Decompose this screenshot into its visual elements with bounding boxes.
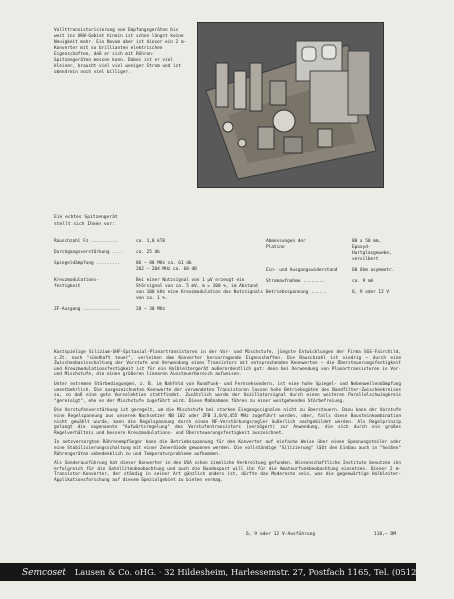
spec-value: 60 Ohm asymmetr. xyxy=(352,268,395,273)
paragraph: Unter extremen Störbedingungen, z. B. im Nahfeld von Rundfunk- und Fernsehsendern, ist eine hohe Spiegel- und Nebenwellendämpfung unentbehrlich. Die ausgezeichneten Kennwerte der verwendeten Transistoren lassen hohe Betriebsgüten des Bandfilter-Zwischenkreises zu, so daß eine gute Vorselektion stattfindet. Zusätzlich wurde der Oszillatorsignal durch einen weiteren Parallelschwingkreis "gereinigt", ehe es der Mischstufe zugeführt wird. Diese Maßnahmen führen zu einer weitgehenden Störbefreiung. xyxy=(54,381,401,404)
spec-label: ZF-Ausgang .............. xyxy=(54,307,121,312)
spec-row xyxy=(54,261,264,273)
spec-label: Betriebsspannung ...... xyxy=(266,290,327,295)
lead-line: Ein echtes Spitzengerät stellt sich Ihnen vor: xyxy=(54,215,118,227)
spec-row xyxy=(266,279,400,285)
spec-value: 6, 9 oder 12 V xyxy=(352,290,390,295)
company-address: Lausen & Co. oHG. · 32 Hildesheim, Harlessemstr. 27, Postfach 1165, Tel. (05121) 62322 xyxy=(74,567,454,577)
spec-label: Ein- und Ausgangswiderstand xyxy=(266,268,338,273)
specs-left xyxy=(54,239,264,318)
spec-row xyxy=(54,307,264,313)
price-value: 118,— DM xyxy=(373,532,396,537)
spec-row xyxy=(266,239,400,263)
spec-label: Kreuzmodulations- festigkeit xyxy=(54,278,99,289)
spec-label: Stromaufnahme ........ xyxy=(266,279,325,284)
spec-label: Durchgangsverstärkung .... xyxy=(54,250,123,255)
spec-row xyxy=(266,268,400,274)
spec-value: ca. 1,8 kT0 xyxy=(136,239,166,244)
spec-row xyxy=(266,290,400,296)
spec-row xyxy=(54,278,264,302)
spec-value: ca. 9 mA xyxy=(352,279,374,284)
spec-label: Rauschzahl Fz .......... xyxy=(54,239,118,244)
spec-row xyxy=(54,250,264,256)
spec-value: 86 – 88 MHz ca. 61 db 202 – 204 MHz ca. 68 dB xyxy=(136,261,197,272)
intro-text: Vollttransistorisierung von Empfangsgeräten bis weit ins UKW-Gebiet hinein ist schon längst keine Neuigkeit mehr. Ein Novum aber ist dieser ein 2 m-Konverter mit so brillianten elektrischen Eigenschaften, daß er sich mit Röhren-Spitzengeräten messen kann. Dabei ist er viel kleiner, braucht viel viel weniger Strom und ist obendrein noch viel billiger. xyxy=(54,28,187,75)
circuit-board-image xyxy=(198,23,383,187)
price-line xyxy=(246,532,396,537)
spec-label: Abmessungen der Platine xyxy=(266,239,306,250)
brand-logo: Semcoset xyxy=(22,568,67,578)
spec-value: 28 – 30 MHz xyxy=(136,307,166,312)
spec-label: Spiegeldämpfung ......... xyxy=(54,261,121,266)
paragraph: Die Vorstufenverstärkung ist geregelt, um die Mischstufe bei starken Eingangssignalen nicht zu übersteuern. Dazu kann der Vorstufe eine Regelspannung aus unserem Nachsetzer NB 102 oder ZFB 3,0/0,455 MHz zugeführt werden, oder, falls diese Bausteinkombination nicht gewählt wurde, kann die Regelspannung durch einen NF-Verstärkungsregler äußerlich nachgebildet werden. Als Regelprinzip gelangt die sogenannte "Aufwärtsregelung" des Vorstufentransistors (verzögert) zur Anwendung, die sich durch ein großes Regelverhältnis und bessere Kreuzmodulations- und Übersteuerungsfestigkeit auszeichnet. xyxy=(54,408,401,436)
paragraph: In netzversorgten Röhrenempfänger kann die Betriebsspannung für den Konverter auf einfache Weise über einen Spannungsteiler oder eine Stabilisierungsschaltung mit einer Zenerdiode gewonnen werden. Die vollständige "Silizierung" läßt den Einbau auch in "heißen" Röhrengeräten unbedenklich zu und Temperaturprobleme aufkommen. xyxy=(54,440,401,457)
paragraph: Als Sonderausführung hat dieser Konverter in den USA schon ziemliche Verbreitung gefunden. Wissenschaftliche Institute benutzen ihn erfolgreich für die Satellitenbeobachtung und auch die Bundespost will ihn für die Amateurfunkbeobachtung einsetzen. Dieser 2 m-Transistor-Konverter, der ständig in seiner Art gänzlich anders ist, dürfte das Modernste sein, was die gegenwärtige Halbleiter-Applikationsforschung auf diesem Spezialgebiet zu bieten vermag. xyxy=(54,461,401,483)
paragraph: Kostspielige Silizium-UHF-Epitaxial-Planartransistoren in der Vor- und Mischstufe, jüngste Entwicklungen der Firma SGS-Fairchild, z.Zt. noch "sündhaft teuer", verleihen dem Konverter hervorragende Eigenschaften. Die Rauschzahl ist niedrig – durch eine Zwischenbasisschaltung der Vorstufe und Verwendung eines Transistors mit entsprechenden Kennwerten – die Übersteuerungsfestigkeit und Kreuzmodulationsfestigkeit ist für ein Halbleitergerät außerordentlich gut: denn bei Verwendung von Planartransistoren in Vor- und Mischstufe, die einen größeren linearen Aussteuerbereich aufweisen. xyxy=(54,350,401,378)
spec-value: ca. 25 db xyxy=(136,250,160,255)
spec-value: Bei einer Nutzsignal von 1 µV erzeugt ein Störsignal von ca. 5 mV, m = 100 %, im Abstand von 100 kHz eine Kreuzmodulation des Nutzsignals von ca. 1 %. xyxy=(136,278,263,301)
spec-value: 80 x 50 mm, Epoxyd-Hartglasgewebe, versilbert xyxy=(352,239,392,262)
lead-heading xyxy=(54,215,118,228)
footer-bar xyxy=(0,563,454,581)
spec-row xyxy=(54,239,264,245)
body-text xyxy=(54,350,401,487)
specs-right xyxy=(266,239,400,301)
price-label: 6, 9 oder 12 V-Ausführung xyxy=(246,532,316,537)
converter-photo xyxy=(197,22,384,188)
